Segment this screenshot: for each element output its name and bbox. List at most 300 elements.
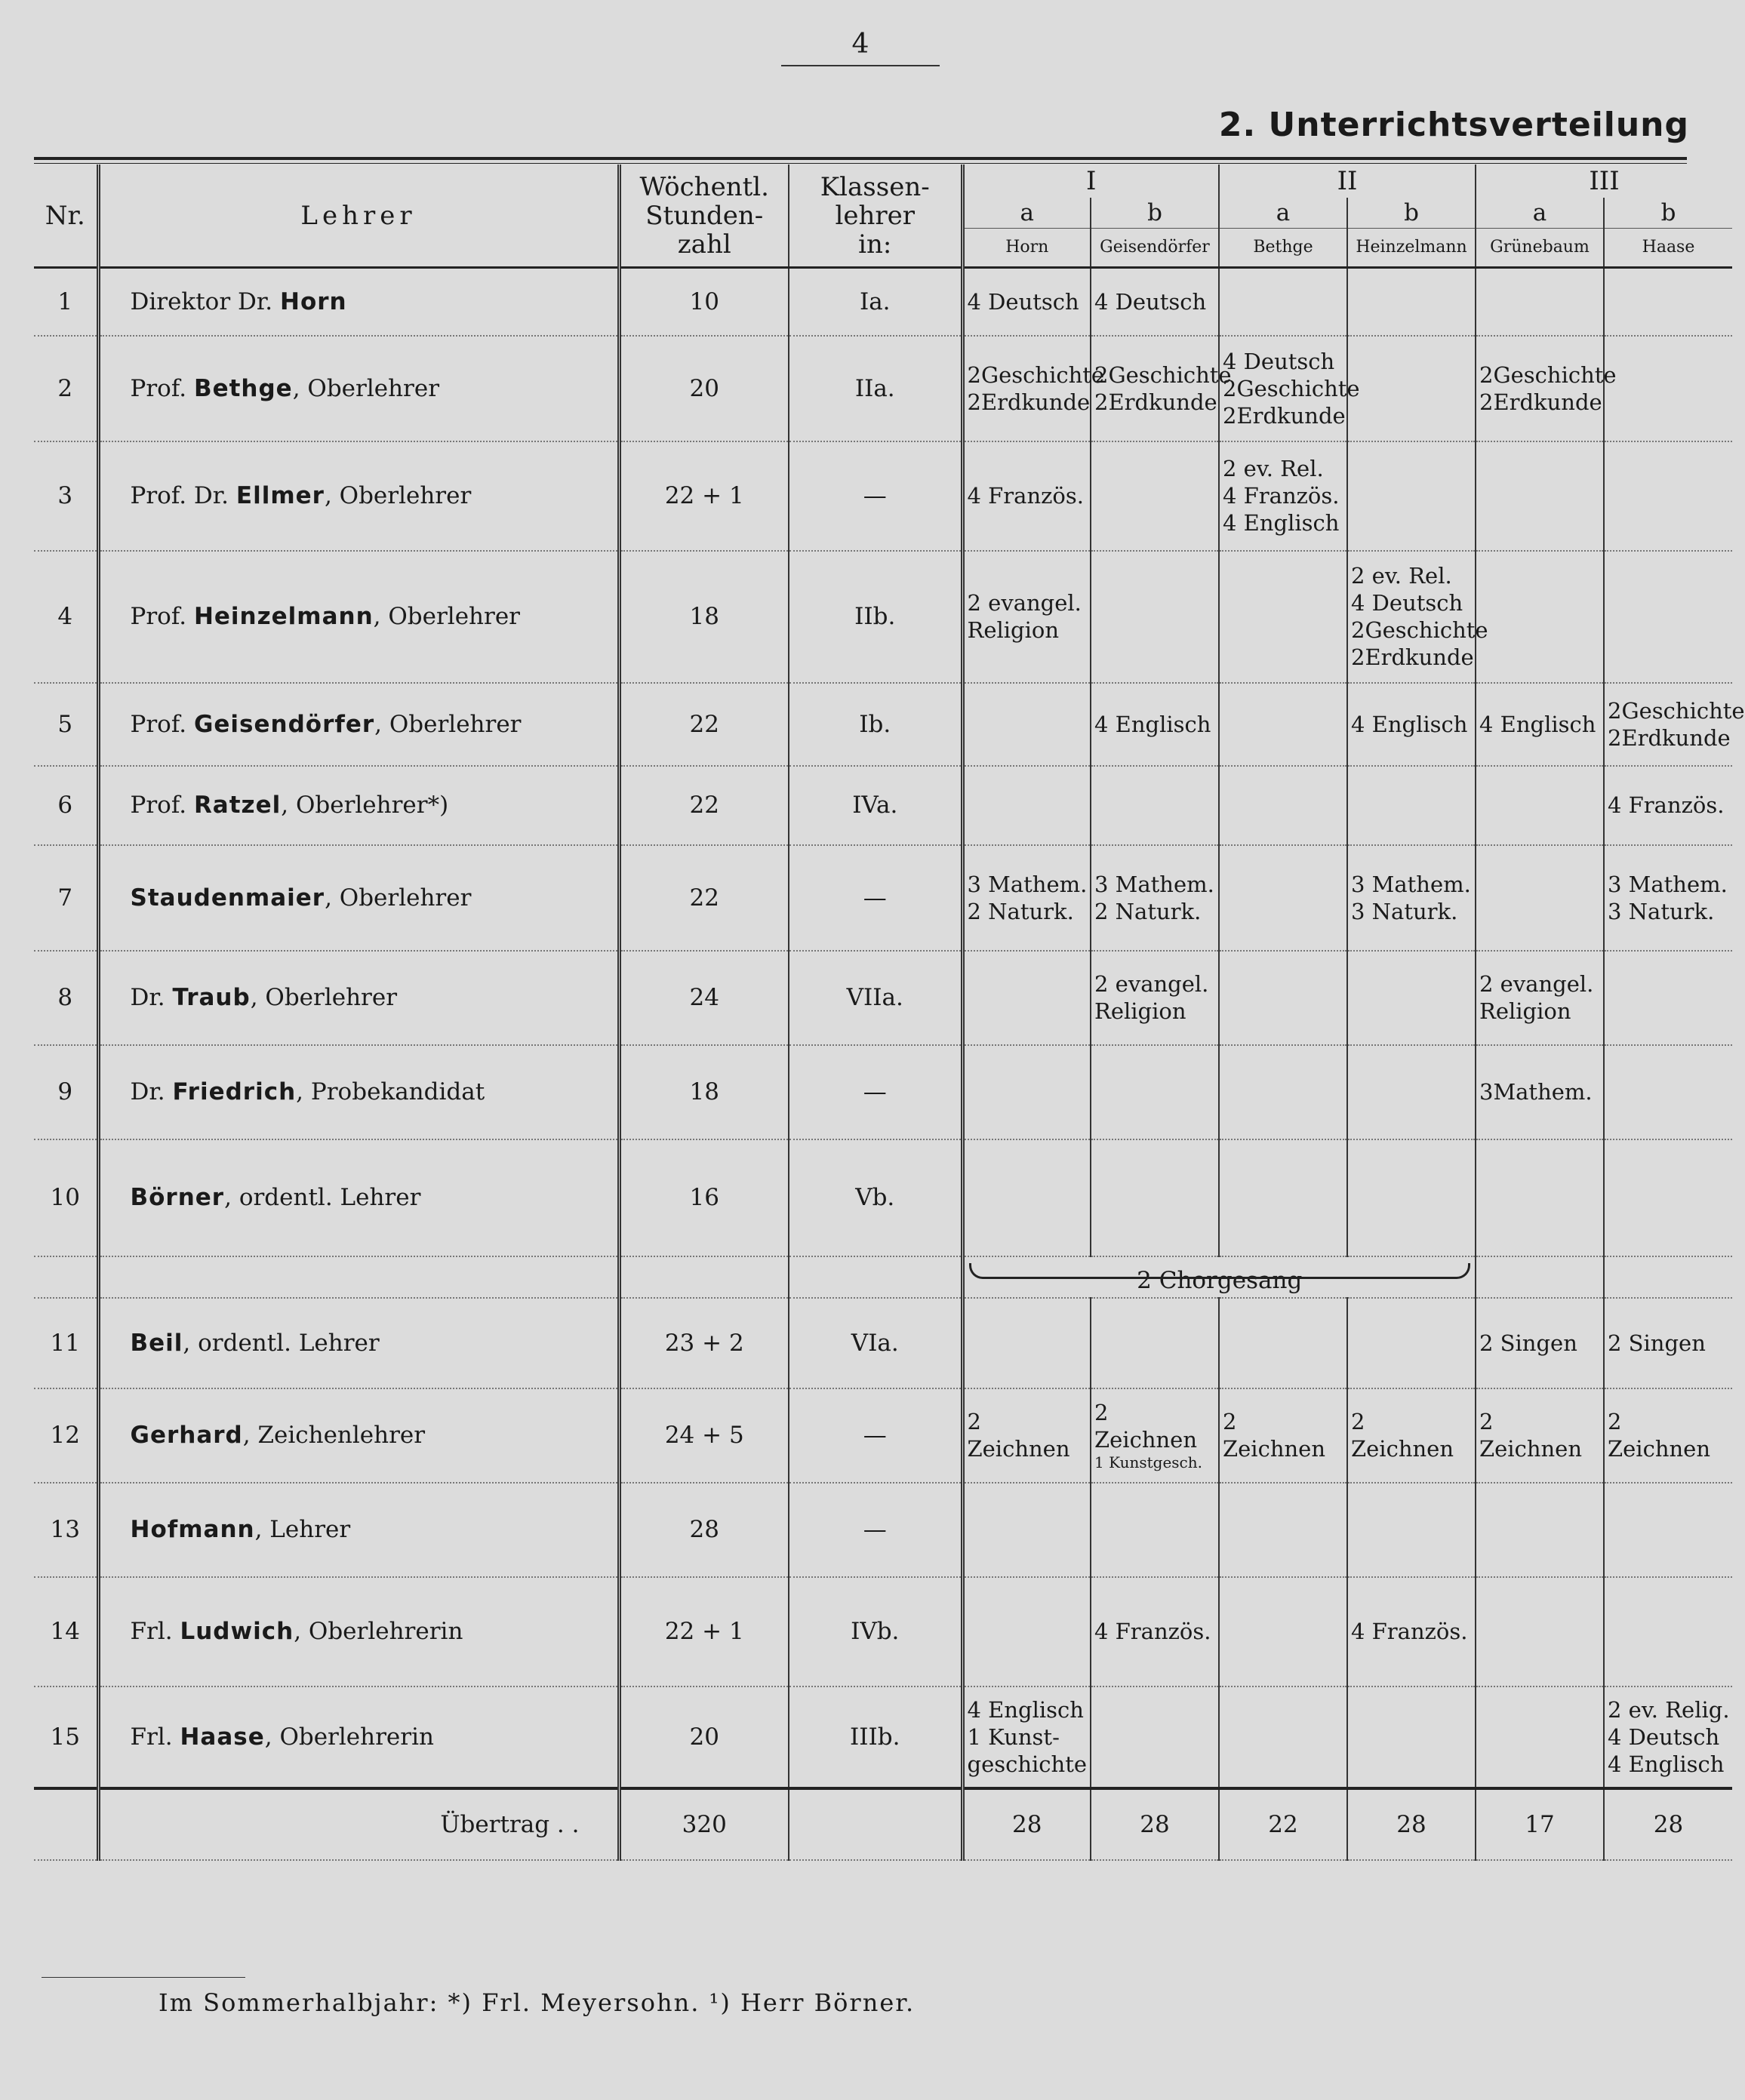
header-teacher-iiib: Haase bbox=[1604, 229, 1732, 268]
subject-cell bbox=[1476, 951, 1604, 1045]
subject-line: geschichte bbox=[967, 1751, 1088, 1777]
row-nr: 5 bbox=[34, 683, 98, 766]
teacher-title: Frl. bbox=[130, 1723, 173, 1751]
total-col: 28 bbox=[962, 1788, 1091, 1860]
subject-line: 2Erdkunde bbox=[967, 389, 1091, 415]
subject-cell bbox=[1604, 951, 1732, 1045]
subject-line: 3 Mathem. bbox=[1351, 871, 1471, 897]
subject-line: Religion bbox=[967, 617, 1060, 643]
subject-cell bbox=[1604, 1483, 1732, 1577]
subject-line: 2 ev. Rel. bbox=[1223, 456, 1324, 481]
row-hours: 22 + 1 bbox=[619, 441, 789, 551]
row-hours: 22 + 1 bbox=[619, 1577, 789, 1686]
row-klasse: — bbox=[789, 1388, 962, 1483]
row-teacher bbox=[98, 845, 619, 951]
teacher-role: , Oberlehrerin bbox=[264, 1723, 434, 1751]
row-teacher bbox=[98, 1686, 619, 1788]
teacher-title: Prof. bbox=[130, 374, 187, 402]
subject-line: 3Mathem. bbox=[1479, 1079, 1593, 1105]
subject-cell bbox=[962, 551, 1091, 683]
subject-line: 2 Naturk. bbox=[967, 898, 1074, 924]
subject-cell bbox=[962, 1686, 1091, 1788]
subject-cell bbox=[1091, 845, 1219, 951]
subject-cell bbox=[1347, 1577, 1476, 1686]
subject-cell bbox=[1091, 551, 1219, 683]
row-teacher bbox=[98, 1577, 619, 1686]
teacher-name: Börner bbox=[130, 1184, 225, 1211]
subject-line: Religion bbox=[1094, 998, 1186, 1024]
teacher-name: Geisendörfer bbox=[193, 710, 375, 738]
teacher-title: Prof. Dr. bbox=[130, 482, 229, 509]
teacher-title: Prof. bbox=[130, 603, 187, 630]
subject-cell bbox=[962, 766, 1091, 845]
subject-line: 2Geschichte bbox=[1351, 617, 1488, 643]
teacher-role: , Oberlehrer bbox=[250, 984, 398, 1011]
subject-cell bbox=[962, 1483, 1091, 1577]
subject-line: 2Geschichte bbox=[1094, 361, 1232, 388]
header-group-ii: II bbox=[1219, 164, 1476, 198]
subject-line: 3 Mathem. bbox=[967, 871, 1088, 897]
subject-cell bbox=[1219, 951, 1347, 1045]
subject-cell bbox=[1476, 683, 1604, 766]
subject-line: 2 evangel. bbox=[1479, 971, 1594, 997]
subject-line: 2 Zeichnen bbox=[1608, 1409, 1711, 1462]
subject-cell bbox=[1476, 268, 1604, 336]
header-sub-iiia: a bbox=[1476, 198, 1604, 229]
subject-cell bbox=[1219, 336, 1360, 441]
subject-cell bbox=[962, 1577, 1091, 1686]
subject-cell bbox=[962, 1388, 1091, 1483]
header-teacher-iiia: Grünebaum bbox=[1476, 229, 1604, 268]
subject-cell bbox=[1476, 766, 1604, 845]
row-hours: 10 bbox=[619, 268, 789, 336]
subject-line: 2 evangel. bbox=[1094, 971, 1209, 997]
header-sub-iiib: b bbox=[1604, 198, 1732, 229]
row-hours: 22 bbox=[619, 683, 789, 766]
subject-cell bbox=[1219, 1577, 1347, 1686]
header-stunden bbox=[619, 164, 789, 268]
subject-cell bbox=[1347, 1686, 1476, 1788]
row-klasse: — bbox=[789, 1483, 962, 1577]
teacher-title: Prof. bbox=[130, 792, 187, 819]
subject-line: 2Geschichte bbox=[1608, 697, 1745, 724]
subject-cell bbox=[1219, 766, 1347, 845]
subject-line: 4 Englisch bbox=[1608, 1751, 1725, 1777]
subject-cell bbox=[1219, 1045, 1347, 1139]
chor-spacer bbox=[1604, 1256, 1732, 1298]
subject-line: 2Geschichte bbox=[967, 361, 1105, 388]
teacher-role: , Oberlehrer bbox=[292, 374, 440, 402]
header-sub-iia: a bbox=[1219, 198, 1347, 229]
subject-line: 4 Französ. bbox=[1351, 1619, 1468, 1644]
table-row bbox=[34, 683, 1732, 766]
subject-line: 2 Zeichnen bbox=[1479, 1409, 1583, 1462]
teacher-name: Heinzelmann bbox=[193, 603, 374, 630]
teacher-name: Ludwich bbox=[180, 1618, 294, 1645]
row-hours: 22 bbox=[619, 766, 789, 845]
subject-cell bbox=[1347, 683, 1476, 766]
subject-line: 2 Zeichnen bbox=[967, 1409, 1070, 1462]
row-hours: 18 bbox=[619, 1045, 789, 1139]
subject-line: 2 ev. Relig. bbox=[1608, 1696, 1730, 1723]
row-teacher bbox=[98, 683, 619, 766]
subject-line: Religion bbox=[1479, 998, 1571, 1024]
total-label: Übertrag . . bbox=[98, 1788, 619, 1860]
subject-cell bbox=[1476, 1577, 1604, 1686]
row-teacher bbox=[98, 1388, 619, 1483]
subject-cell bbox=[1476, 1483, 1604, 1577]
row-teacher bbox=[98, 268, 619, 336]
teacher-name: Gerhard bbox=[130, 1422, 243, 1449]
header-nr: Nr. bbox=[34, 164, 98, 268]
subject-cell bbox=[1219, 1483, 1347, 1577]
subject-cell bbox=[1219, 1686, 1347, 1788]
page-number: 4 bbox=[851, 29, 869, 60]
subject-cell bbox=[1219, 441, 1347, 551]
subject-line: 2Erdkunde bbox=[1351, 644, 1474, 670]
top-rule-thin bbox=[34, 163, 1687, 164]
subject-cell bbox=[1091, 951, 1219, 1045]
subject-cell bbox=[1347, 951, 1476, 1045]
subject-cell bbox=[1347, 1483, 1476, 1577]
subject-cell bbox=[1347, 766, 1476, 845]
subject-line: 2Erdkunde bbox=[1608, 724, 1731, 751]
chor-spacer bbox=[619, 1256, 789, 1298]
subject-cell bbox=[1347, 1045, 1476, 1139]
teacher-role: , Oberlehrer bbox=[325, 884, 472, 912]
subject-cell bbox=[1347, 336, 1476, 441]
teacher-role: , Oberlehrer*) bbox=[281, 792, 449, 819]
row-nr: 2 bbox=[34, 336, 98, 441]
table-row bbox=[34, 1483, 1732, 1577]
total-col: 22 bbox=[1219, 1788, 1347, 1860]
row-klasse: Vb. bbox=[789, 1139, 962, 1256]
chor-spacer bbox=[789, 1256, 962, 1298]
teacher-name: Friedrich bbox=[172, 1078, 297, 1105]
subject-cell bbox=[1219, 1298, 1347, 1388]
total-col: 17 bbox=[1476, 1788, 1604, 1860]
row-nr: 11 bbox=[34, 1298, 98, 1388]
total-col: 28 bbox=[1604, 1788, 1732, 1860]
teacher-title: Dr. bbox=[130, 1078, 165, 1105]
teacher-role: , Zeichenlehrer bbox=[242, 1422, 426, 1449]
subject-cell bbox=[962, 336, 1105, 441]
subject-line: 2 Singen bbox=[1479, 1330, 1577, 1356]
teacher-name: Beil bbox=[130, 1329, 183, 1357]
subject-line: 4 Englisch bbox=[1223, 510, 1340, 536]
teacher-name: Ratzel bbox=[193, 792, 282, 819]
subject-line: 2Erdkunde bbox=[1094, 389, 1217, 415]
subject-line: 2 evangel. bbox=[967, 590, 1082, 616]
subject-cell bbox=[1219, 845, 1347, 951]
teacher-role: , Probekandidat bbox=[296, 1078, 485, 1105]
row-hours: 22 bbox=[619, 845, 789, 951]
table-row bbox=[34, 845, 1732, 951]
table-row bbox=[34, 1139, 1732, 1256]
chorgesang-cell bbox=[962, 1256, 1476, 1298]
subject-cell bbox=[1219, 683, 1347, 766]
row-teacher bbox=[98, 336, 619, 441]
subject-line: 2 Zeichnen bbox=[1223, 1409, 1326, 1462]
row-hours: 23 + 2 bbox=[619, 1298, 789, 1388]
row-teacher bbox=[98, 1298, 619, 1388]
subject-line: 4 Französ. bbox=[1608, 792, 1725, 818]
row-nr: 1 bbox=[34, 268, 98, 336]
subject-cell bbox=[962, 951, 1091, 1045]
row-klasse: — bbox=[789, 845, 962, 951]
subject-line: 2 Zeichnen bbox=[1351, 1409, 1454, 1462]
header-teacher-iib: Heinzelmann bbox=[1347, 229, 1476, 268]
teacher-role: , Lehrer bbox=[254, 1516, 351, 1543]
subject-line: 1 Kunst- bbox=[967, 1723, 1060, 1750]
teacher-name: Bethge bbox=[193, 374, 293, 402]
row-klasse: IVa. bbox=[789, 766, 962, 845]
header-sub-ib: b bbox=[1091, 198, 1219, 229]
subject-cell bbox=[1091, 1045, 1219, 1139]
subject-cell bbox=[1476, 1686, 1604, 1788]
table-row bbox=[34, 766, 1732, 845]
subject-cell bbox=[962, 1045, 1091, 1139]
subject-cell bbox=[1347, 845, 1476, 951]
subject-line: 2 Naturk. bbox=[1094, 898, 1202, 924]
teacher-role: , Oberlehrer bbox=[373, 603, 520, 630]
subject-cell bbox=[1347, 441, 1476, 551]
row-nr: 10 bbox=[34, 1139, 98, 1256]
row-hours: 28 bbox=[619, 1483, 789, 1577]
subject-line: 4 Deutsch bbox=[1094, 288, 1207, 315]
header-teacher-ib: Geisendörfer bbox=[1091, 229, 1219, 268]
teacher-title: Prof. bbox=[130, 710, 187, 738]
row-hours: 24 + 5 bbox=[619, 1388, 789, 1483]
row-klasse: VIa. bbox=[789, 1298, 962, 1388]
table-row bbox=[34, 1045, 1732, 1139]
subject-cell bbox=[1219, 1388, 1347, 1483]
subject-cell bbox=[1091, 683, 1219, 766]
subject-line: 3 Naturk. bbox=[1608, 898, 1715, 924]
subject-cell bbox=[1091, 441, 1219, 551]
header-klassen bbox=[789, 164, 962, 268]
subject-line: 2 ev. Rel. bbox=[1351, 563, 1452, 589]
subject-line: 2Erdkunde bbox=[1479, 389, 1602, 415]
header-group-i: I bbox=[962, 164, 1219, 198]
row-klasse: IIIb. bbox=[789, 1686, 962, 1788]
total-spacer bbox=[34, 1788, 98, 1860]
row-teacher bbox=[98, 1139, 619, 1256]
header-stunden-line3: zahl bbox=[677, 229, 731, 260]
section-title: 2. Unterrichtsverteilung bbox=[1218, 106, 1689, 144]
table-row bbox=[34, 951, 1732, 1045]
table-row bbox=[34, 1686, 1732, 1788]
subject-cell bbox=[962, 845, 1091, 951]
chor-spacer bbox=[1476, 1256, 1604, 1298]
brace bbox=[969, 1263, 1471, 1279]
subject-line: 4 Englisch bbox=[1351, 711, 1468, 737]
subject-line: 3 Mathem. bbox=[1094, 871, 1214, 897]
subject-cell bbox=[962, 1139, 1091, 1256]
subject-line: 4 Deutsch bbox=[1608, 1723, 1720, 1750]
header-teacher-iia: Bethge bbox=[1219, 229, 1347, 268]
chor-spacer bbox=[98, 1256, 619, 1298]
subject-line: 4 Englisch bbox=[967, 1696, 1084, 1723]
row-nr: 14 bbox=[34, 1577, 98, 1686]
subject-cell bbox=[1347, 268, 1476, 336]
total-col: 28 bbox=[1347, 1788, 1476, 1860]
header-sub-iib: b bbox=[1347, 198, 1476, 229]
subject-line: 3 Mathem. bbox=[1608, 871, 1728, 897]
teacher-title: Dr. bbox=[130, 984, 165, 1011]
subject-cell bbox=[1604, 1045, 1732, 1139]
row-nr: 13 bbox=[34, 1483, 98, 1577]
subject-cell bbox=[1604, 1298, 1732, 1388]
subject-line: 4 Deutsch bbox=[967, 288, 1079, 315]
subject-cell bbox=[1091, 1577, 1219, 1686]
header-lehrer: Lehrer bbox=[98, 164, 619, 268]
header-stunden-line1: Wöchentl. bbox=[639, 171, 769, 202]
subject-cell bbox=[1476, 1298, 1604, 1388]
header-klassen-line2: lehrer bbox=[835, 200, 916, 231]
subject-line: 4 Deutsch bbox=[1351, 590, 1463, 616]
teacher-name: Horn bbox=[280, 287, 347, 315]
teacher-role: , ordentl. Lehrer bbox=[183, 1329, 380, 1357]
subject-line: 2Geschichte bbox=[1223, 375, 1360, 401]
page-number-rule bbox=[781, 65, 940, 66]
table-row bbox=[34, 268, 1732, 336]
row-klasse: — bbox=[789, 1045, 962, 1139]
row-hours: 16 bbox=[619, 1139, 789, 1256]
table-body bbox=[34, 268, 1745, 1860]
subject-line: 4 Englisch bbox=[1094, 711, 1211, 737]
table-row bbox=[34, 441, 1732, 551]
subject-line-small: 1 Kunstgesch. bbox=[1094, 1453, 1202, 1471]
row-klasse: VIIa. bbox=[789, 951, 962, 1045]
subject-line: 4 Französ. bbox=[1094, 1619, 1211, 1644]
table-row bbox=[34, 1577, 1732, 1686]
subject-cell bbox=[1219, 551, 1347, 683]
row-hours: 24 bbox=[619, 951, 789, 1045]
footnote-rule bbox=[42, 1977, 245, 1978]
subject-line: 2Geschichte bbox=[1479, 361, 1617, 388]
subject-cell bbox=[1604, 336, 1732, 441]
footnote: Im Sommerhalbjahr: *) Frl. Meyersohn. ¹) Herr Börner. bbox=[158, 1988, 916, 2017]
subject-cell bbox=[1476, 845, 1604, 951]
row-teacher bbox=[98, 1045, 619, 1139]
subject-line: 4 Französ. bbox=[1223, 483, 1340, 509]
subject-cell bbox=[1347, 1388, 1476, 1483]
subject-cell bbox=[1604, 551, 1732, 683]
subject-cell bbox=[962, 268, 1091, 336]
row-nr: 3 bbox=[34, 441, 98, 551]
subject-cell bbox=[1091, 1139, 1219, 1256]
row-hours: 18 bbox=[619, 551, 789, 683]
subject-cell bbox=[1604, 683, 1745, 766]
row-nr: 7 bbox=[34, 845, 98, 951]
header-klassen-line3: in: bbox=[858, 229, 892, 260]
teacher-role: , ordentl. Lehrer bbox=[224, 1184, 421, 1211]
chorgesang-row bbox=[34, 1256, 1732, 1298]
header-klassen-line1: Klassen- bbox=[820, 171, 930, 202]
subject-cell bbox=[1604, 1388, 1732, 1483]
subject-cell bbox=[1476, 441, 1604, 551]
subject-line: 4 Englisch bbox=[1479, 711, 1596, 737]
subject-cell bbox=[1219, 268, 1347, 336]
row-teacher bbox=[98, 1483, 619, 1577]
subject-cell bbox=[1604, 441, 1732, 551]
subject-cell bbox=[1347, 551, 1488, 683]
chorgesang-label: 2 Chorgesang bbox=[1137, 1266, 1303, 1294]
distribution-table bbox=[34, 164, 1745, 1861]
header-sub-ia: a bbox=[962, 198, 1091, 229]
row-hours: 20 bbox=[619, 1686, 789, 1788]
total-spacer bbox=[789, 1788, 962, 1860]
row-teacher bbox=[98, 951, 619, 1045]
teacher-role: , Oberlehrer bbox=[374, 710, 522, 738]
row-nr: 4 bbox=[34, 551, 98, 683]
row-teacher bbox=[98, 441, 619, 551]
row-nr: 15 bbox=[34, 1686, 98, 1788]
subject-line: 4 Deutsch bbox=[1223, 348, 1335, 374]
row-teacher bbox=[98, 766, 619, 845]
subject-cell bbox=[1604, 1577, 1732, 1686]
subject-cell bbox=[1091, 268, 1219, 336]
row-teacher bbox=[98, 551, 619, 683]
subject-cell bbox=[1476, 336, 1617, 441]
subject-cell bbox=[1091, 336, 1232, 441]
header-teacher-ia: Horn bbox=[962, 229, 1091, 268]
subject-cell bbox=[1219, 1139, 1347, 1256]
teacher-title: Direktor Dr. bbox=[130, 287, 273, 315]
row-nr: 12 bbox=[34, 1388, 98, 1483]
row-klasse: Ia. bbox=[789, 268, 962, 336]
row-nr: 9 bbox=[34, 1045, 98, 1139]
subject-cell bbox=[1476, 1388, 1604, 1483]
subject-cell bbox=[1604, 1139, 1732, 1256]
teacher-name: Haase bbox=[180, 1723, 265, 1751]
subject-cell bbox=[1604, 845, 1732, 951]
header-group-iii: III bbox=[1476, 164, 1732, 198]
row-hours: 20 bbox=[619, 336, 789, 441]
subject-cell bbox=[1347, 1298, 1476, 1388]
subject-cell bbox=[1091, 1686, 1219, 1788]
row-klasse: Ib. bbox=[789, 683, 962, 766]
teacher-role: , Oberlehrerin bbox=[294, 1618, 463, 1645]
teacher-title: Frl. bbox=[130, 1618, 173, 1645]
chor-spacer bbox=[34, 1256, 98, 1298]
row-klasse: IVb. bbox=[789, 1577, 962, 1686]
row-klasse: IIb. bbox=[789, 551, 962, 683]
row-klasse: — bbox=[789, 441, 962, 551]
top-rule bbox=[34, 157, 1687, 160]
subject-cell bbox=[1476, 1045, 1604, 1139]
subject-cell bbox=[962, 441, 1091, 551]
table-row bbox=[34, 1298, 1732, 1388]
subject-line: 3 Naturk. bbox=[1351, 898, 1458, 924]
total-col: 28 bbox=[1091, 1788, 1219, 1860]
row-nr: 8 bbox=[34, 951, 98, 1045]
subject-line: 2 Singen bbox=[1608, 1330, 1706, 1356]
subject-line: 2Erdkunde bbox=[1223, 402, 1346, 429]
subject-cell bbox=[1091, 1483, 1219, 1577]
subject-cell bbox=[1476, 551, 1604, 683]
table-row bbox=[34, 336, 1732, 441]
subject-cell bbox=[962, 683, 1091, 766]
subject-cell bbox=[1091, 1388, 1219, 1483]
subject-cell bbox=[1091, 1298, 1219, 1388]
subject-cell bbox=[1347, 1139, 1476, 1256]
subject-cell bbox=[962, 1298, 1091, 1388]
subject-cell bbox=[1604, 1686, 1732, 1788]
table-row bbox=[34, 551, 1732, 683]
header-stunden-line2: Stunden- bbox=[645, 200, 764, 231]
